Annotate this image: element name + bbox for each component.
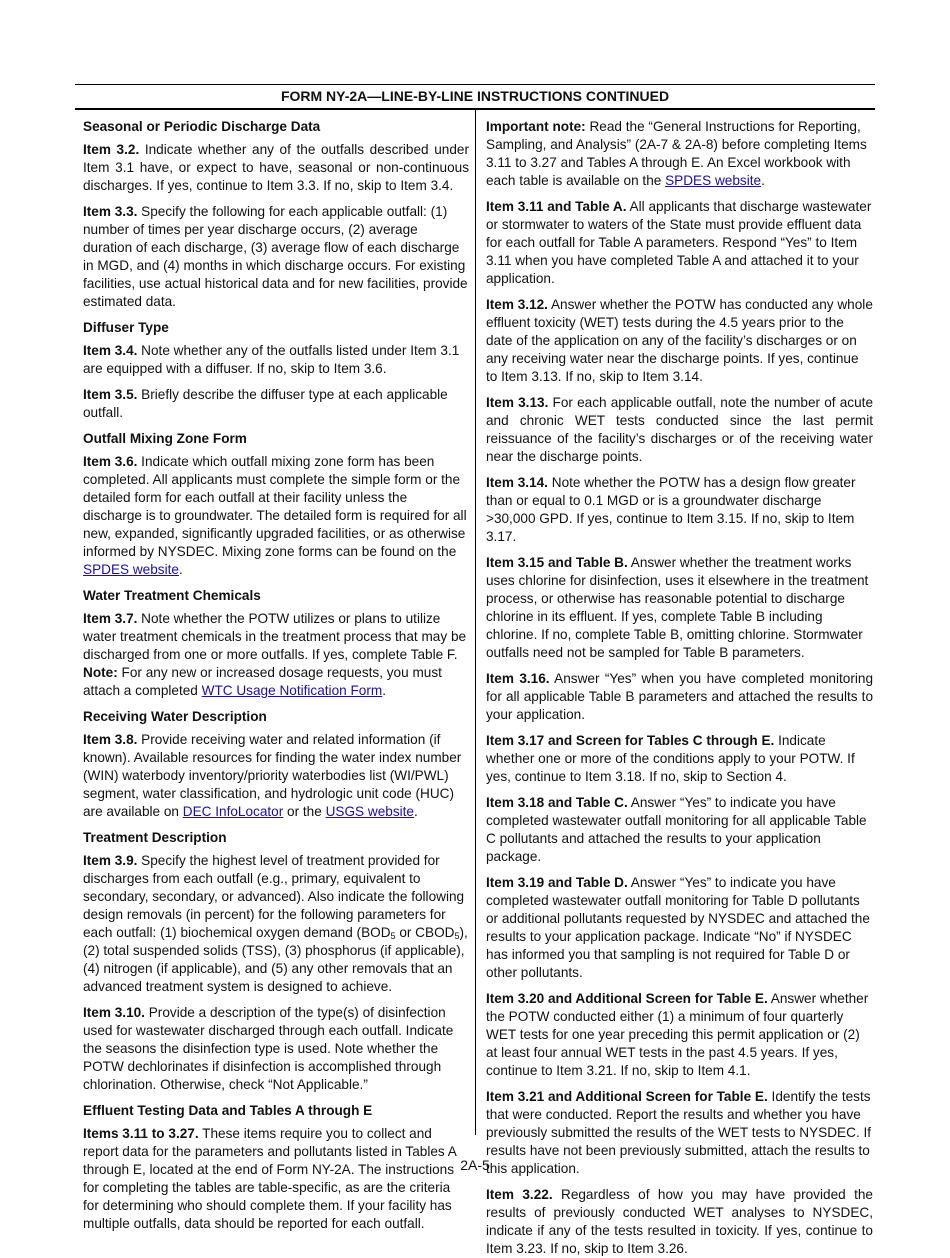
item-3-3	[83, 203, 469, 311]
item-text: Answer whether the POTW conducted either (1) a minimum of four quarterly WET tests for one year preceding this permit application or (2) at least four annual WET tests in the past 4.5 years. If yes, continue to Item 3.21. If no, skip to Item 4.1.	[486, 991, 869, 1078]
item-3-12	[486, 296, 873, 386]
page-title: FORM NY-2A—LINE-BY-LINE INSTRUCTIONS CONTINUED	[75, 84, 875, 110]
section-heading-treatment: Treatment Description	[83, 830, 227, 845]
item-text: Note whether any of the outfalls listed under Item 3.1 are equipped with a diffuser. If no, skip to Item 3.6.	[83, 343, 460, 376]
punctuation: .	[761, 173, 765, 188]
item-text: Briefly describe the diffuser type at each applicable outfall.	[83, 387, 448, 420]
item-text: ), (2) total suspended solids (TSS), (3) phosphorus (if applicable), (4) nitrogen (if applicable), and (5) any other removals that an advanced treatment system is designed to achieve.	[83, 925, 468, 994]
section-heading-receiving-water: Receiving Water Description	[83, 709, 267, 724]
item-3-18	[486, 794, 873, 866]
item-3-20	[486, 990, 873, 1080]
item-3-17	[486, 732, 873, 786]
punctuation: .	[382, 683, 386, 698]
item-label: Item 3.2.	[83, 142, 140, 157]
section-heading-effluent: Effluent Testing Data and Tables A through E	[83, 1103, 373, 1118]
item-text: Answer whether the POTW has conducted any whole effluent toxicity (WET) tests during the 4.5 years prior to the date of the application on any of the facility’s discharges or on any receiving water near the discharge points. If yes, continue to Item 3.13. If no, skip to Item 3.14.	[486, 297, 873, 384]
item-3-11	[486, 198, 873, 288]
spdes-website-link[interactable]: SPDES website	[83, 562, 179, 577]
item-text: Indicate which outfall mixing zone form has been completed. All applicants must complete the simple form or the detailed form for each outfall at their facility unless the discharge is to groundwater. The detailed form is required for all new, expanded, significantly upgraded facilities, or as otherwise informed by NYSDEC. Mixing zone forms can be found on the	[83, 454, 467, 559]
item-3-16	[486, 670, 873, 724]
important-note-text: Read the “General Instructions for Reporting, Sampling, and Analysis” (2A-7 & 2A-8) before completing Items 3.11 to 3.27 and Tables A through E. An Excel workbook with each table is available on the	[486, 119, 867, 188]
item-label: Item 3.14.	[486, 475, 548, 490]
item-text: or the	[283, 804, 326, 819]
punctuation: .	[178, 562, 183, 577]
note-text: For any new or increased dosage requests, you must attach a completed	[83, 665, 442, 698]
item-label: Item 3.18 and Table C.	[486, 795, 628, 810]
item-3-8	[83, 731, 469, 821]
item-label: Item 3.21 and Additional Screen for Table E.	[486, 1089, 768, 1104]
item-3-4	[83, 342, 469, 378]
item-label: Item 3.6.	[83, 454, 138, 469]
item-label: Item 3.13.	[486, 395, 549, 410]
document-page	[75, 84, 875, 1256]
item-text: Specify the highest level of treatment provided for discharges from each outfall (e.g., primary, equivalent to secondary, secondary, or advanced). Also indicate the following design removals (in percent) for the following parameters for each outfall: (1) biochemical oxygen demand (BOD	[83, 853, 465, 940]
item-label: Item 3.10.	[83, 1005, 145, 1020]
item-text: Specify the following for each applicable outfall: (1) number of times per year discharge occurs, (2) average duration of each discharge, (3) average flow of each discharge in MGD, and (4) months in which discharge occurs. For existing facilities, use actual historical data and for new facilities, provide estimated data.	[83, 204, 468, 309]
item-3-15	[486, 554, 873, 662]
left-column	[75, 110, 475, 1241]
item-3-2	[83, 141, 469, 195]
wtc-usage-form-link[interactable]: WTC Usage Notification Form	[201, 683, 383, 698]
dec-infolocator-link[interactable]: DEC InfoLocator	[182, 804, 284, 819]
item-3-7	[83, 610, 469, 700]
item-text: Identify the tests that were conducted. Report the results and whether you have previously submitted the results of the WET tests to NYSDEC. If results have not been previously submitted, attach the results to this application.	[486, 1089, 872, 1176]
item-label: Item 3.15 and Table B.	[486, 555, 628, 570]
item-text: All applicants that discharge wastewater or stormwater to waters of the State must provide effluent data for each outfall for Table A parameters. Respond “Yes” to Item 3.11 when you have completed Table A and attached it to your application.	[486, 199, 872, 286]
item-label: Item 3.7.	[83, 611, 138, 626]
section-heading-mixing-zone: Outfall Mixing Zone Form	[83, 431, 247, 446]
section-heading-diffuser: Diffuser Type	[83, 320, 169, 335]
item-text: Answer “Yes” to indicate you have completed wastewater outfall monitoring for all applicable Table C pollutants and attached the results to your application package.	[486, 795, 867, 864]
item-label: Items 3.11 to 3.27.	[83, 1126, 199, 1141]
section-heading-seasonal: Seasonal or Periodic Discharge Data	[83, 119, 321, 134]
item-text: Provide a description of the type(s) of disinfection used for wastewater discharged through each outfall. Indicate the seasons the disinfection type is used. Note whether the POTW dechlorinates if disinfection is accomplished through chlorination. Otherwise, check “Not Applicable.”	[83, 1005, 454, 1092]
item-label: Item 3.5.	[83, 387, 138, 402]
item-text: For each applicable outfall, note the number of acute and chronic WET tests conducted since the last permit reissuance of the facility’s discharges or of the receiving water near the discharge points.	[486, 395, 873, 464]
punctuation: .	[414, 804, 418, 819]
item-3-14	[486, 474, 873, 546]
item-label: Item 3.17 and Screen for Tables C through E.	[486, 733, 775, 748]
item-label: Item 3.8.	[83, 732, 138, 747]
item-label: Item 3.12.	[486, 297, 548, 312]
item-text: Provide receiving water and related information (if known). Available resources for finding the water index number (WIN) waterbody inventory/priority waterbodies list (WI/PWL) segment, water classification, and hydrologic unit code (HUC) are available on	[83, 732, 462, 819]
subscript: 5	[390, 931, 396, 941]
item-text: Answer “Yes” to indicate you have completed wastewater outfall monitoring for Table D pollutants or additional pollutants requested by NYSDEC and attached the results to your application package. Indicate “No” if NYSDEC has informed you that sampling is not required for Table D or other pollutants.	[486, 875, 870, 980]
item-text: Indicate whether any of the outfalls described under Item 3.1 have, or expect to have, seasonal or non-continuous discharges. If yes, continue to Item 3.3. If no, skip to Item 3.4.	[83, 142, 469, 193]
item-label: Item 3.22.	[486, 1187, 553, 1202]
item-3-6	[83, 453, 469, 579]
spdes-website-link[interactable]: SPDES website	[665, 173, 762, 188]
item-text: Note whether the POTW utilizes or plans to utilize water treatment chemicals in the treatment process that may be discharged from one or more outfalls. If yes, complete Table F.	[83, 611, 467, 662]
note-label: Note:	[83, 665, 118, 680]
item-3-5	[83, 386, 469, 422]
item-label: Item 3.20 and Additional Screen for Table E.	[486, 991, 768, 1006]
item-3-10	[83, 1004, 469, 1094]
item-label: Item 3.16.	[486, 671, 550, 686]
important-note	[486, 118, 873, 190]
subscript: 5	[454, 931, 460, 941]
page-number: 2A-5	[460, 1157, 490, 1173]
item-label: Item 3.3.	[83, 204, 138, 219]
item-label: Item 3.9.	[83, 853, 138, 868]
important-note-label: Important note:	[486, 119, 586, 134]
item-3-9	[83, 852, 469, 996]
item-3-22	[486, 1186, 873, 1258]
usgs-website-link[interactable]: USGS website	[325, 804, 414, 819]
item-text: or CBOD	[395, 925, 455, 940]
item-text: Answer “Yes” when you have completed monitoring for all applicable Table B parameters and attached the results to your application.	[486, 671, 874, 722]
item-3-13	[486, 394, 873, 466]
items-3-11-to-3-27	[83, 1125, 469, 1233]
item-label: Item 3.11 and Table A.	[486, 199, 627, 214]
item-label: Item 3.19 and Table D.	[486, 875, 628, 890]
section-heading-chemicals: Water Treatment Chemicals	[83, 588, 261, 603]
item-text: Indicate whether one or more of the conditions apply to your POTW. If yes, continue to Item 3.18. If no, skip to Section 4.	[486, 733, 855, 784]
item-text: Note whether the POTW has a design flow greater than or equal to 0.1 MGD or is a groundwater discharge >30,000 GPD. If yes, continue to Item 3.15. If no, skip to Item 3.17.	[486, 475, 856, 544]
item-text: These items require you to collect and report data for the parameters and pollutants listed in Tables A through E, located at the end of Form NY-2A. The instructions for completing the tables are table-specific, as are the criteria for determining who should complete them. If your facility has multiple outfalls, data should be reported for each outfall.	[83, 1126, 457, 1231]
item-3-19	[486, 874, 873, 982]
item-label: Item 3.4.	[83, 343, 138, 358]
two-column-body	[75, 110, 875, 1256]
item-text: Answer whether the treatment works uses chlorine for disinfection, uses it elsewhere in the treatment process, or otherwise has reasonable potential to discharge chlorine in its effluent. If yes, complete Table B including chlorine. If no, complete Table B, omitting chlorine. Stormwater outfalls need not be sampled for Table B parameters.	[486, 555, 869, 660]
item-text: Regardless of how you may have provided the results of previously conducted WET analyses to NYSDEC, indicate if any of the tests resulted in toxicity. If yes, continue to Item 3.23. If no, skip to Item 3.26.	[486, 1187, 873, 1256]
